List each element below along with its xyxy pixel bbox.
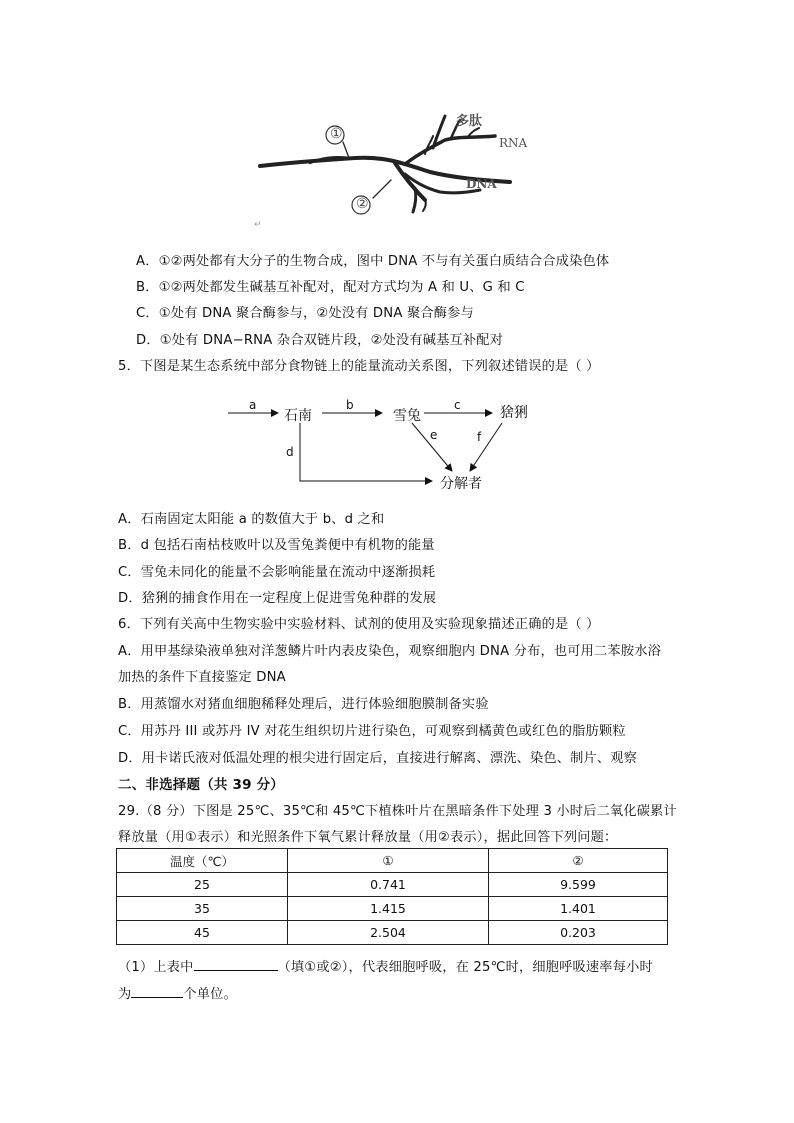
node-xuetu: 雪兔	[393, 408, 421, 424]
q4-option-d: D．①处有 DNA−RNA 杂合双链片段，②处没有碱基互补配对	[136, 333, 504, 348]
table-cell: 0.741	[288, 873, 489, 897]
table-row	[117, 921, 668, 945]
q29-sub1-part2: （填①或②），代表细胞呼吸，在 25℃时，细胞呼吸速率每小时	[277, 960, 653, 975]
node-sunli: 猞猁	[500, 405, 528, 421]
table-header-cell: ①	[288, 849, 489, 873]
q29-sub1-line2-part1: 为	[118, 987, 132, 1002]
q5-option-b: B．d 包括石南枯枝败叶以及雪兔粪便中有机物的能量	[118, 538, 435, 553]
table-cell: 35	[117, 897, 288, 921]
q29-sub1-line2-part2: 个单位。	[183, 987, 237, 1002]
q4-option-b: B．①②两处都发生碱基互补配对，配对方式均为 A 和 U、G 和 C	[136, 280, 525, 295]
arrow-label-e: e	[430, 428, 438, 442]
q29-sub1-line2	[118, 983, 237, 1002]
table-cell: 2.504	[288, 921, 489, 945]
table-row	[117, 897, 668, 921]
figure-label-2: ②	[356, 196, 369, 212]
q6-option-d: D．用卡诺氏液对低温处理的根尖进行固定后，直接进行解离、漂洗、染色、制片、观察	[118, 751, 638, 766]
q5-option-c: C．雪兔未同化的能量不会影响能量在流动中逐渐损耗	[118, 565, 436, 580]
table-cell: 25	[117, 873, 288, 897]
q5-stem: 5．下图是某生态系统中部分食物链上的能量流动关系图，下列叙述错误的是（ ）	[118, 359, 600, 374]
q29-sub1-part1: （1）上表中	[118, 960, 194, 975]
q5-option-d: D．猞猁的捕食作用在一定程度上促进雪兔种群的发展	[118, 591, 437, 606]
table-cell: 1.415	[288, 897, 489, 921]
table-header-cell: 温度（℃）	[117, 849, 288, 873]
section-title: 二、非选择题（共 39 分）	[118, 777, 284, 793]
q29-data-table	[116, 848, 668, 945]
q6-option-b: B．用蒸馏水对猪血细胞稀释处理后，进行体验细胞膜制备实验	[118, 697, 489, 712]
q6-option-c: C．用苏丹 III 或苏丹 IV 对花生组织切片进行染色，可观察到橘黄色或红色的脂肪颗粒	[118, 724, 626, 739]
paragraph-return-mark: ↵	[254, 220, 262, 230]
figure-label-rna: RNA	[499, 136, 528, 150]
node-decomposer: 分解者	[440, 476, 482, 492]
q4-option-a: A．①②两处都有大分子的生物合成，图中 DNA 不与有关蛋白质结合合成染色体	[136, 254, 610, 269]
figure-label-polypeptide: 多肽	[456, 114, 483, 129]
arrow-label-c: c	[454, 398, 461, 412]
table-row	[117, 873, 668, 897]
q29-stem-line1: 29.（8 分）下图是 25℃、35℃和 45℃下植株叶片在黑暗条件下处理 3 小时后二氧化碳累计	[118, 804, 677, 819]
answer-blank-1[interactable]	[194, 958, 278, 971]
table-header-row	[117, 849, 668, 873]
arrow-label-d: d	[286, 445, 294, 459]
q29-stem-line2: 释放量（用①表示）和光照条件下氧气累计释放量（用②表示），据此回答下列问题：	[118, 830, 618, 845]
figure-label-1: ①	[330, 126, 343, 142]
q6-option-a: A．用甲基绿染液单独对洋葱鳞片叶内表皮染色，观察细胞内 DNA 分布，也可用二苯胺水浴	[118, 644, 661, 659]
q29-sub1-line1	[118, 956, 653, 975]
arrow-label-b: b	[346, 398, 354, 412]
node-shinan: 石南	[284, 408, 312, 424]
q6-stem: 6．下列有关高中生物实验中实验材料、试剂的使用及实验现象描述正确的是（ ）	[118, 617, 600, 632]
table-cell: 1.401	[489, 897, 668, 921]
q5-option-a: A．石南固定太阳能 a 的数值大于 b、d 之和	[118, 512, 385, 527]
table-cell: 0.203	[489, 921, 668, 945]
q4-option-c: C．①处有 DNA 聚合酶参与，②处没有 DNA 聚合酶参与	[136, 306, 474, 321]
figure-label-dna: DNA	[466, 177, 497, 191]
table-cell: 9.599	[489, 873, 668, 897]
arrow-label-f: f	[477, 430, 482, 444]
table-cell: 45	[117, 921, 288, 945]
arrow-label-a: a	[249, 398, 257, 412]
answer-blank-2[interactable]	[131, 985, 183, 998]
table-header-cell: ②	[489, 849, 668, 873]
transcription-figure	[255, 108, 540, 233]
q6-option-a-cont: 加热的条件下直接鉴定 DNA	[118, 670, 286, 685]
